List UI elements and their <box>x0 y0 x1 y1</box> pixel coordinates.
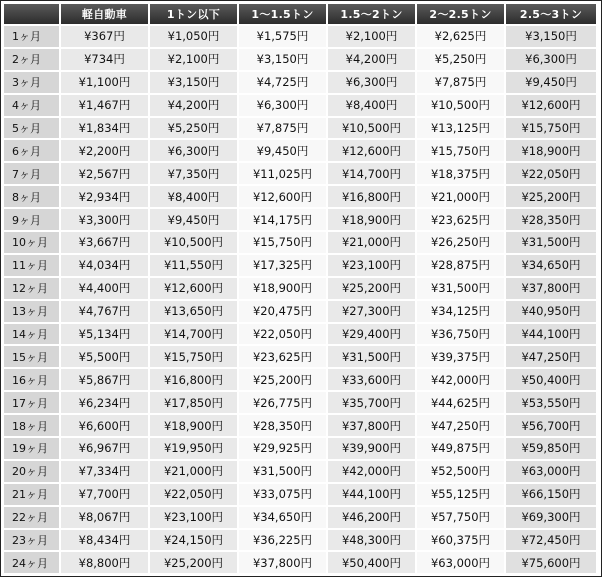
fee-cell: ¥39,375円 <box>417 346 504 367</box>
fee-cell: ¥15,750円 <box>417 140 504 161</box>
fee-cell: ¥23,625円 <box>239 346 326 367</box>
table-row <box>4 255 596 276</box>
month-label: 5ヶ月 <box>4 118 59 139</box>
fee-cell: ¥9,450円 <box>239 140 326 161</box>
month-label: 4ヶ月 <box>4 95 59 116</box>
fee-cell: ¥11,025円 <box>239 163 326 184</box>
month-label: 18ヶ月 <box>4 415 59 436</box>
table-row <box>4 232 596 253</box>
fee-cell: ¥15,750円 <box>150 346 237 367</box>
fee-cell: ¥25,200円 <box>150 552 237 573</box>
fee-cell: ¥25,200円 <box>506 186 596 207</box>
month-label: 1ヶ月 <box>4 26 59 47</box>
column-header-2-5-3t: 2.5〜3トン <box>506 4 596 24</box>
fee-cell: ¥6,234円 <box>61 392 148 413</box>
fee-cell: ¥39,900円 <box>328 438 415 459</box>
fee-cell: ¥7,875円 <box>417 72 504 93</box>
fee-cell: ¥2,200円 <box>61 140 148 161</box>
fee-cell: ¥3,300円 <box>61 209 148 230</box>
fee-cell: ¥47,250円 <box>506 346 596 367</box>
fee-cell: ¥22,050円 <box>239 324 326 345</box>
table-row <box>4 26 596 47</box>
table-row <box>4 438 596 459</box>
month-label: 12ヶ月 <box>4 278 59 299</box>
fee-cell: ¥25,200円 <box>239 369 326 390</box>
fee-cell: ¥7,334円 <box>61 461 148 482</box>
fee-cell: ¥11,550円 <box>150 255 237 276</box>
fee-cell: ¥2,625円 <box>417 26 504 47</box>
fee-cell: ¥367円 <box>61 26 148 47</box>
fee-cell: ¥6,300円 <box>239 95 326 116</box>
fee-cell: ¥49,875円 <box>417 438 504 459</box>
table-row <box>4 95 596 116</box>
column-header-1-1-5t: 1〜1.5トン <box>239 4 326 24</box>
fee-cell: ¥18,900円 <box>150 415 237 436</box>
table-row <box>4 484 596 505</box>
fee-cell: ¥50,400円 <box>506 369 596 390</box>
table-row <box>4 507 596 528</box>
fee-cell: ¥18,375円 <box>417 163 504 184</box>
fee-cell: ¥69,300円 <box>506 507 596 528</box>
fee-cell: ¥10,500円 <box>150 232 237 253</box>
fee-cell: ¥1,050円 <box>150 26 237 47</box>
table-row <box>4 324 596 345</box>
month-label: 23ヶ月 <box>4 530 59 551</box>
month-label: 11ヶ月 <box>4 255 59 276</box>
fee-cell: ¥5,250円 <box>150 118 237 139</box>
table-row <box>4 301 596 322</box>
fee-cell: ¥23,100円 <box>328 255 415 276</box>
fee-cell: ¥12,600円 <box>239 186 326 207</box>
fee-cell: ¥26,250円 <box>417 232 504 253</box>
fee-cell: ¥8,400円 <box>150 186 237 207</box>
fee-cell: ¥3,150円 <box>506 26 596 47</box>
fee-cell: ¥7,350円 <box>150 163 237 184</box>
fee-cell: ¥6,600円 <box>61 415 148 436</box>
fee-cell: ¥12,600円 <box>328 140 415 161</box>
fee-cell: ¥5,250円 <box>417 49 504 70</box>
fee-cell: ¥7,700円 <box>61 484 148 505</box>
fee-cell: ¥72,450円 <box>506 530 596 551</box>
fee-cell: ¥1,575円 <box>239 26 326 47</box>
fee-cell: ¥63,000円 <box>417 552 504 573</box>
fee-cell: ¥16,800円 <box>328 186 415 207</box>
fee-cell: ¥31,500円 <box>506 232 596 253</box>
fee-cell: ¥10,500円 <box>417 95 504 116</box>
corner-header-cell <box>4 4 59 24</box>
month-label: 14ヶ月 <box>4 324 59 345</box>
fee-cell: ¥6,300円 <box>328 72 415 93</box>
fee-cell: ¥4,034円 <box>61 255 148 276</box>
fee-cell: ¥13,125円 <box>417 118 504 139</box>
fee-cell: ¥15,750円 <box>239 232 326 253</box>
fee-cell: ¥34,650円 <box>239 507 326 528</box>
table-row <box>4 49 596 70</box>
fee-cell: ¥26,775円 <box>239 392 326 413</box>
fee-cell: ¥31,500円 <box>239 461 326 482</box>
fee-cell: ¥27,300円 <box>328 301 415 322</box>
fee-cell: ¥23,625円 <box>417 209 504 230</box>
table-row <box>4 552 596 573</box>
fee-cell: ¥14,700円 <box>150 324 237 345</box>
fee-cell: ¥18,900円 <box>328 209 415 230</box>
fee-cell: ¥2,567円 <box>61 163 148 184</box>
fee-cell: ¥31,500円 <box>328 346 415 367</box>
fee-cell: ¥9,450円 <box>150 209 237 230</box>
fee-cell: ¥3,150円 <box>239 49 326 70</box>
fee-cell: ¥37,800円 <box>328 415 415 436</box>
fee-cell: ¥734円 <box>61 49 148 70</box>
fee-cell: ¥4,200円 <box>328 49 415 70</box>
fee-cell: ¥29,400円 <box>328 324 415 345</box>
month-label: 20ヶ月 <box>4 461 59 482</box>
fee-cell: ¥28,350円 <box>239 415 326 436</box>
fee-cell: ¥34,650円 <box>506 255 596 276</box>
fee-cell: ¥3,667円 <box>61 232 148 253</box>
fee-cell: ¥9,450円 <box>506 72 596 93</box>
fee-cell: ¥21,000円 <box>328 232 415 253</box>
fee-cell: ¥4,200円 <box>150 95 237 116</box>
fee-cell: ¥42,000円 <box>417 369 504 390</box>
fee-cell: ¥63,000円 <box>506 461 596 482</box>
fee-cell: ¥29,925円 <box>239 438 326 459</box>
fee-cell: ¥18,900円 <box>506 140 596 161</box>
fee-cell: ¥57,750円 <box>417 507 504 528</box>
month-label: 24ヶ月 <box>4 552 59 573</box>
month-label: 6ヶ月 <box>4 140 59 161</box>
table-row <box>4 209 596 230</box>
fee-cell: ¥4,400円 <box>61 278 148 299</box>
fee-cell: ¥28,875円 <box>417 255 504 276</box>
table-row <box>4 72 596 93</box>
column-header-under-1t: 1トン以下 <box>150 4 237 24</box>
fee-cell: ¥1,467円 <box>61 95 148 116</box>
fee-cell: ¥75,600円 <box>506 552 596 573</box>
fee-cell: ¥13,650円 <box>150 301 237 322</box>
header-row <box>4 4 596 24</box>
fee-cell: ¥22,050円 <box>506 163 596 184</box>
fee-cell: ¥25,200円 <box>328 278 415 299</box>
fee-cell: ¥33,075円 <box>239 484 326 505</box>
fee-cell: ¥42,000円 <box>328 461 415 482</box>
fee-cell: ¥40,950円 <box>506 301 596 322</box>
month-label: 8ヶ月 <box>4 186 59 207</box>
fee-cell: ¥44,625円 <box>417 392 504 413</box>
table-row <box>4 369 596 390</box>
fee-table <box>2 2 598 575</box>
fee-cell: ¥23,100円 <box>150 507 237 528</box>
table-body <box>4 26 596 573</box>
fee-cell: ¥59,850円 <box>506 438 596 459</box>
table-row <box>4 530 596 551</box>
fee-cell: ¥37,800円 <box>506 278 596 299</box>
month-label: 19ヶ月 <box>4 438 59 459</box>
fee-cell: ¥36,225円 <box>239 530 326 551</box>
month-label: 15ヶ月 <box>4 346 59 367</box>
table-row <box>4 163 596 184</box>
fee-cell: ¥4,767円 <box>61 301 148 322</box>
fee-cell: ¥44,100円 <box>506 324 596 345</box>
month-label: 13ヶ月 <box>4 301 59 322</box>
table-row <box>4 392 596 413</box>
table-row <box>4 118 596 139</box>
fee-cell: ¥52,500円 <box>417 461 504 482</box>
fee-cell: ¥6,967円 <box>61 438 148 459</box>
month-label: 21ヶ月 <box>4 484 59 505</box>
column-header-kei: 軽自動車 <box>61 4 148 24</box>
fee-cell: ¥33,600円 <box>328 369 415 390</box>
fee-cell: ¥48,300円 <box>328 530 415 551</box>
fee-cell: ¥66,150円 <box>506 484 596 505</box>
fee-cell: ¥16,800円 <box>150 369 237 390</box>
fee-cell: ¥34,125円 <box>417 301 504 322</box>
fee-cell: ¥60,375円 <box>417 530 504 551</box>
fee-cell: ¥14,175円 <box>239 209 326 230</box>
fee-cell: ¥55,125円 <box>417 484 504 505</box>
fee-cell: ¥14,700円 <box>328 163 415 184</box>
fee-cell: ¥1,834円 <box>61 118 148 139</box>
fee-cell: ¥19,950円 <box>150 438 237 459</box>
table-row <box>4 186 596 207</box>
month-label: 7ヶ月 <box>4 163 59 184</box>
fee-cell: ¥36,750円 <box>417 324 504 345</box>
fee-cell: ¥47,250円 <box>417 415 504 436</box>
table-row <box>4 461 596 482</box>
fee-cell: ¥21,000円 <box>417 186 504 207</box>
fee-cell: ¥44,100円 <box>328 484 415 505</box>
column-header-2-2-5t: 2〜2.5トン <box>417 4 504 24</box>
fee-cell: ¥2,100円 <box>150 49 237 70</box>
fee-cell: ¥46,200円 <box>328 507 415 528</box>
fee-cell: ¥5,867円 <box>61 369 148 390</box>
fee-cell: ¥21,000円 <box>150 461 237 482</box>
fee-cell: ¥8,800円 <box>61 552 148 573</box>
fee-cell: ¥15,750円 <box>506 118 596 139</box>
fee-cell: ¥37,800円 <box>239 552 326 573</box>
table-row <box>4 415 596 436</box>
fee-cell: ¥1,100円 <box>61 72 148 93</box>
fee-cell: ¥2,100円 <box>328 26 415 47</box>
fee-cell: ¥5,134円 <box>61 324 148 345</box>
month-label: 22ヶ月 <box>4 507 59 528</box>
fee-cell: ¥10,500円 <box>328 118 415 139</box>
fee-cell: ¥5,500円 <box>61 346 148 367</box>
fee-cell: ¥17,325円 <box>239 255 326 276</box>
fee-cell: ¥8,434円 <box>61 530 148 551</box>
fee-cell: ¥4,725円 <box>239 72 326 93</box>
table-row <box>4 140 596 161</box>
fee-cell: ¥31,500円 <box>417 278 504 299</box>
month-label: 3ヶ月 <box>4 72 59 93</box>
month-label: 16ヶ月 <box>4 369 59 390</box>
fee-cell: ¥56,700円 <box>506 415 596 436</box>
column-header-1-5-2t: 1.5〜2トン <box>328 4 415 24</box>
month-label: 10ヶ月 <box>4 232 59 253</box>
fee-cell: ¥18,900円 <box>239 278 326 299</box>
fee-cell: ¥8,067円 <box>61 507 148 528</box>
fee-cell: ¥8,400円 <box>328 95 415 116</box>
fee-cell: ¥12,600円 <box>506 95 596 116</box>
fee-cell: ¥20,475円 <box>239 301 326 322</box>
table-row <box>4 278 596 299</box>
fee-cell: ¥6,300円 <box>506 49 596 70</box>
fee-cell: ¥28,350円 <box>506 209 596 230</box>
month-label: 17ヶ月 <box>4 392 59 413</box>
fee-cell: ¥2,934円 <box>61 186 148 207</box>
fee-cell: ¥17,850円 <box>150 392 237 413</box>
fee-cell: ¥3,150円 <box>150 72 237 93</box>
month-label: 2ヶ月 <box>4 49 59 70</box>
month-label: 9ヶ月 <box>4 209 59 230</box>
fee-cell: ¥6,300円 <box>150 140 237 161</box>
fee-cell: ¥24,150円 <box>150 530 237 551</box>
fee-cell: ¥22,050円 <box>150 484 237 505</box>
table-row <box>4 346 596 367</box>
fee-cell: ¥35,700円 <box>328 392 415 413</box>
fee-cell: ¥50,400円 <box>328 552 415 573</box>
fee-cell: ¥53,550円 <box>506 392 596 413</box>
fee-cell: ¥7,875円 <box>239 118 326 139</box>
fee-cell: ¥12,600円 <box>150 278 237 299</box>
